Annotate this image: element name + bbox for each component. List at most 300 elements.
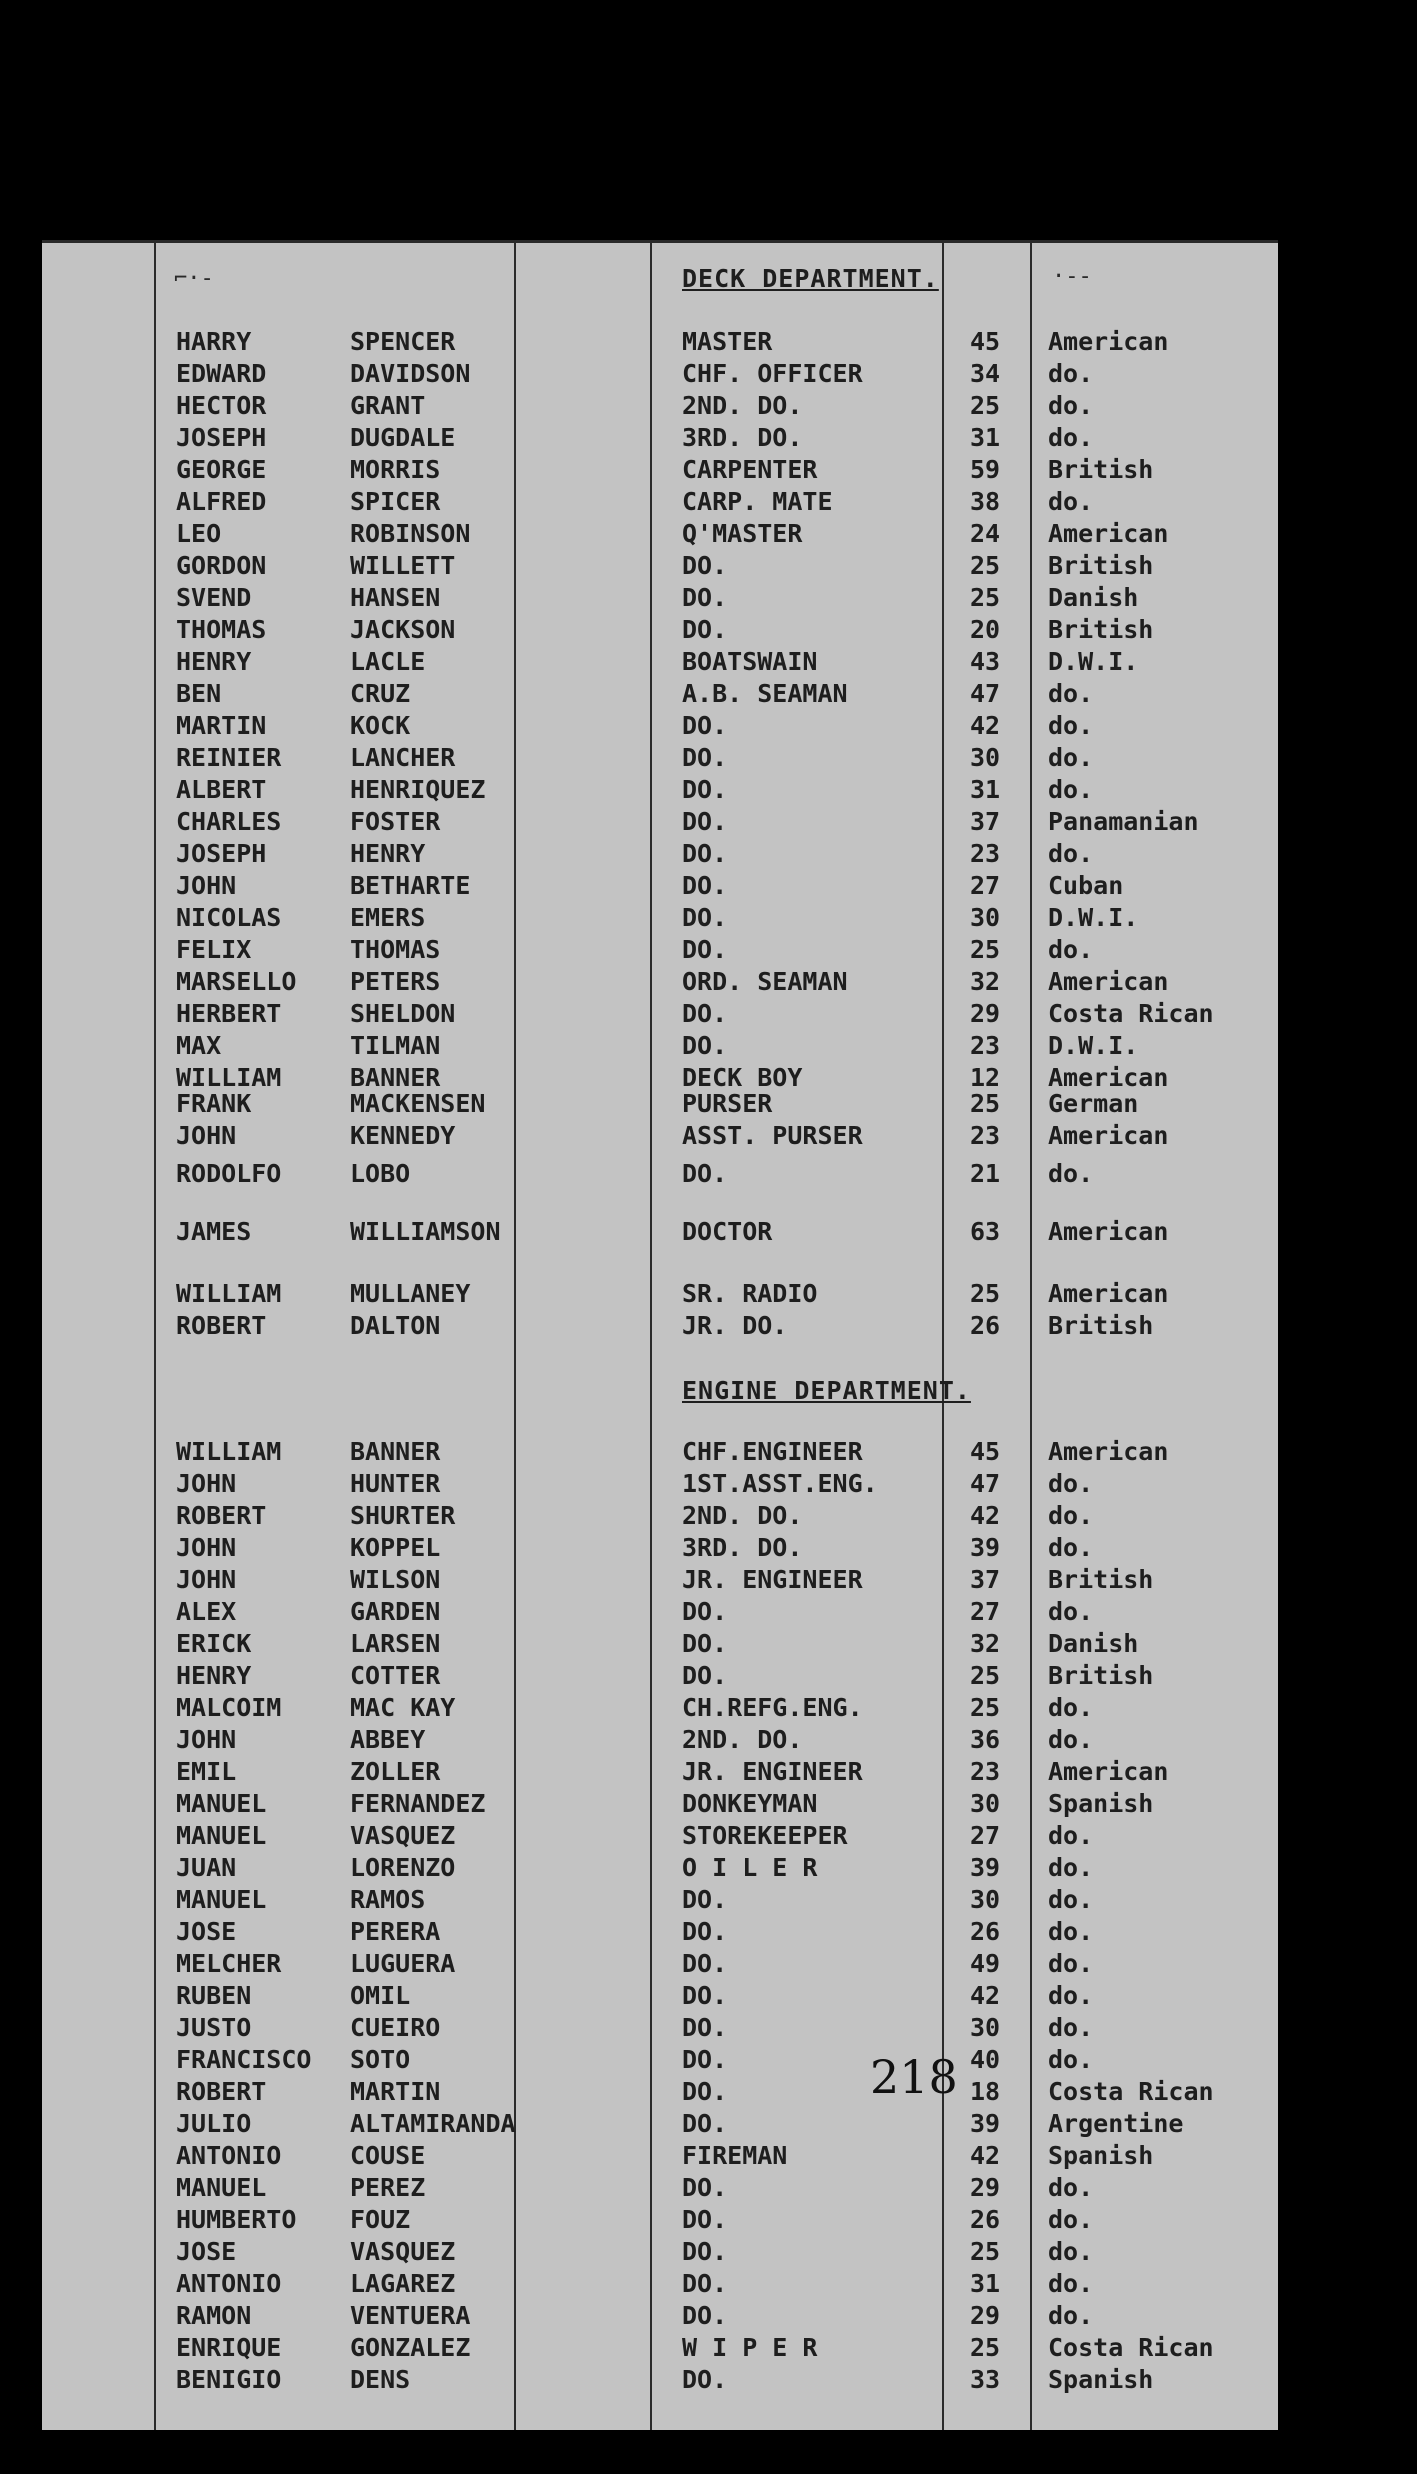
age: 31 [970,423,1001,452]
nationality: do. [1048,1597,1094,1626]
last-name: DALTON [350,1311,441,1340]
nationality: do. [1048,1533,1094,1562]
age: 25 [970,391,1001,420]
nationality: do. [1048,1693,1094,1722]
first-name: HARRY [176,327,252,356]
nationality: do. [1048,743,1094,772]
last-name: VENTUERA [350,2301,471,2330]
nationality: British [1048,1661,1154,1690]
first-name: JOSEPH [176,423,267,452]
rank: W I P E R [682,2333,818,2362]
first-name: RODOLFO [176,1159,282,1188]
first-name: RUBEN [176,1981,252,2010]
nationality: British [1048,551,1154,580]
rank: JR. ENGINEER [682,1757,863,1786]
last-name: LANCHER [350,743,456,772]
nationality: do. [1048,839,1094,868]
age: 27 [970,871,1001,900]
age: 30 [970,1885,1001,1914]
last-name: BANNER [350,1437,441,1466]
nationality: American [1048,967,1169,996]
rank: CH.REFG.ENG. [682,1693,863,1722]
age: 21 [970,1159,1001,1188]
rank: DO. [682,551,728,580]
age: 23 [970,1121,1001,1150]
column-rule-name [514,240,516,2430]
last-name: HENRY [350,839,426,868]
nationality: Spanish [1048,2141,1154,2170]
nationality: Costa Rican [1048,2077,1214,2106]
nationality: American [1048,1217,1169,1246]
engine-department-heading: ENGINE DEPARTMENT. [682,1376,971,1405]
age: 18 [970,2077,1001,2106]
nationality: do. [1048,2013,1094,2042]
nationality: do. [1048,1821,1094,1850]
last-name: DAVIDSON [350,359,471,388]
first-name: ANTONIO [176,2269,282,2298]
age: 49 [970,1949,1001,1978]
nationality: American [1048,1121,1169,1150]
rank: DO. [682,2205,728,2234]
nationality: do. [1048,2237,1094,2266]
age: 38 [970,487,1001,516]
first-name: BEN [176,679,222,708]
rank: DO. [682,1629,728,1658]
nationality: do. [1048,1501,1094,1530]
nationality: do. [1048,2301,1094,2330]
age: 32 [970,967,1001,996]
rank: STOREKEEPER [682,1821,848,1850]
nationality: Costa Rican [1048,2333,1214,2362]
nationality: American [1048,1437,1169,1466]
last-name: LUGUERA [350,1949,456,1978]
last-name: SHELDON [350,999,456,1028]
rank: DO. [682,807,728,836]
rank: 2ND. DO. [682,1725,803,1754]
last-name: MAC KAY [350,1693,456,1722]
age: 25 [970,1661,1001,1690]
first-name: FRANK [176,1089,252,1118]
rank: DO. [682,2269,728,2298]
age: 30 [970,1789,1001,1818]
first-name: MALCOIM [176,1693,282,1722]
rank: CARPENTER [682,455,818,484]
first-name: JOHN [176,1533,237,1562]
last-name: MARTIN [350,2077,441,2106]
nationality: do. [1048,1885,1094,1914]
column-rule-number [154,240,156,2430]
rank: DO. [682,2077,728,2106]
first-name: JOSEPH [176,839,267,868]
first-name: RAMON [176,2301,252,2330]
age: 25 [970,551,1001,580]
nationality: Danish [1048,583,1139,612]
rank: DO. [682,2365,728,2394]
last-name: FERNANDEZ [350,1789,486,1818]
nationality: Costa Rican [1048,999,1214,1028]
nationality: British [1048,615,1154,644]
rank: DO. [682,1949,728,1978]
age: 39 [970,1853,1001,1882]
rank: DO. [682,1885,728,1914]
age: 23 [970,1757,1001,1786]
age: 31 [970,2269,1001,2298]
nationality: American [1048,1279,1169,1308]
age: 63 [970,1217,1001,1246]
rank: DO. [682,1159,728,1188]
nationality: do. [1048,2173,1094,2202]
age: 23 [970,1031,1001,1060]
rank: DO. [682,583,728,612]
last-name: EMERS [350,903,426,932]
last-name: LORENZO [350,1853,456,1882]
nationality: D.W.I. [1048,647,1139,676]
first-name: ROBERT [176,1311,267,1340]
first-name: WILLIAM [176,1063,282,1092]
first-name: HENRY [176,1661,252,1690]
age: 25 [970,2333,1001,2362]
rank: 3RD. DO. [682,1533,803,1562]
rank: DO. [682,2173,728,2202]
first-name: MANUEL [176,1885,267,1914]
first-name: ALFRED [176,487,267,516]
nationality: do. [1048,1725,1094,1754]
rank: DO. [682,1031,728,1060]
age: 27 [970,1597,1001,1626]
age: 47 [970,679,1001,708]
rank: DO. [682,903,728,932]
first-name: JOHN [176,1469,237,1498]
nationality: Panamanian [1048,807,1199,836]
nationality: do. [1048,1159,1094,1188]
first-name: EDWARD [176,359,267,388]
first-name: JOHN [176,1565,237,1594]
last-name: CRUZ [350,679,411,708]
rank: MASTER [682,327,773,356]
rank: A.B. SEAMAN [682,679,848,708]
nationality: do. [1048,1469,1094,1498]
last-name: MULLANEY [350,1279,471,1308]
age: 42 [970,2141,1001,2170]
first-name: FRANCISCO [176,2045,312,2074]
last-name: ZOLLER [350,1757,441,1786]
last-name: BANNER [350,1063,441,1092]
rank: DO. [682,935,728,964]
last-name: DUGDALE [350,423,456,452]
rank: DO. [682,1661,728,1690]
first-name: SVEND [176,583,252,612]
last-name: MORRIS [350,455,441,484]
first-name: JUSTO [176,2013,252,2042]
nationality: American [1048,1063,1169,1092]
rank: DO. [682,2301,728,2330]
first-name: HERBERT [176,999,282,1028]
age: 25 [970,1693,1001,1722]
last-name: COUSE [350,2141,426,2170]
rank: CARP. MATE [682,487,833,516]
age: 30 [970,2013,1001,2042]
pencil-mark: ⌐·- [174,266,214,291]
age: 25 [970,935,1001,964]
age: 26 [970,1311,1001,1340]
rank: ORD. SEAMAN [682,967,848,996]
age: 31 [970,775,1001,804]
first-name: JOHN [176,1725,237,1754]
age: 37 [970,807,1001,836]
pencil-mark: ·-‐ [1052,264,1092,289]
nationality: Cuban [1048,871,1124,900]
last-name: ROBINSON [350,519,471,548]
last-name: GARDEN [350,1597,441,1626]
age: 26 [970,1917,1001,1946]
last-name: SOTO [350,2045,411,2074]
last-name: LAGAREZ [350,2269,456,2298]
last-name: GONZALEZ [350,2333,471,2362]
rank: DONKEYMAN [682,1789,818,1818]
first-name: GORDON [176,551,267,580]
age: 47 [970,1469,1001,1498]
rank: 2ND. DO. [682,1501,803,1530]
rank: DO. [682,1597,728,1626]
rank: DO. [682,2109,728,2138]
nationality: American [1048,519,1169,548]
last-name: WILLETT [350,551,456,580]
rank: DO. [682,1917,728,1946]
last-name: ALTAMIRANDA [350,2109,516,2138]
last-name: SPICER [350,487,441,516]
last-name: GRANT [350,391,426,420]
first-name: THOMAS [176,615,267,644]
rank: DO. [682,615,728,644]
last-name: FOSTER [350,807,441,836]
nationality: Spanish [1048,1789,1154,1818]
first-name: ANTONIO [176,2141,282,2170]
column-rule-age [1030,240,1032,2430]
age: 25 [970,2237,1001,2266]
nationality: do. [1048,423,1094,452]
nationality: Argentine [1048,2109,1184,2138]
rank: 2ND. DO. [682,391,803,420]
first-name: HENRY [176,647,252,676]
rank: DO. [682,711,728,740]
nationality: do. [1048,487,1094,516]
last-name: TILMAN [350,1031,441,1060]
nationality: do. [1048,2205,1094,2234]
age: 42 [970,1501,1001,1530]
first-name: GEORGE [176,455,267,484]
last-name: VASQUEZ [350,1821,456,1850]
first-name: MELCHER [176,1949,282,1978]
rank: JR. DO. [682,1311,788,1340]
nationality: British [1048,1565,1154,1594]
first-name: JOSE [176,2237,237,2266]
rank: CHF. OFFICER [682,359,863,388]
first-name: JULIO [176,2109,252,2138]
rank: DO. [682,999,728,1028]
first-name: ALEX [176,1597,237,1626]
nationality: German [1048,1089,1139,1118]
age: 30 [970,903,1001,932]
age: 25 [970,1089,1001,1118]
rank: 1ST.ASST.ENG. [682,1469,878,1498]
nationality: American [1048,327,1169,356]
rank: DO. [682,743,728,772]
first-name: FELIX [176,935,252,964]
first-name: MARSELLO [176,967,297,996]
first-name: HUMBERTO [176,2205,297,2234]
last-name: THOMAS [350,935,441,964]
age: 37 [970,1565,1001,1594]
nationality: Spanish [1048,2365,1154,2394]
first-name: WILLIAM [176,1279,282,1308]
age: 39 [970,1533,1001,1562]
nationality: do. [1048,679,1094,708]
last-name: CUEIRO [350,2013,441,2042]
age: 23 [970,839,1001,868]
first-name: EMIL [176,1757,237,1786]
deck-department-heading: DECK DEPARTMENT. [682,264,939,293]
nationality: do. [1048,2045,1094,2074]
age: 29 [970,2173,1001,2202]
first-name: ROBERT [176,2077,267,2106]
last-name: KOCK [350,711,411,740]
rank: DO. [682,2237,728,2266]
age: 59 [970,455,1001,484]
last-name: PETERS [350,967,441,996]
last-name: LACLE [350,647,426,676]
rank: DOCTOR [682,1217,773,1246]
last-name: DENS [350,2365,411,2394]
last-name: LARSEN [350,1629,441,1658]
last-name: LOBO [350,1159,411,1188]
age: 39 [970,2109,1001,2138]
first-name: MARTIN [176,711,267,740]
age: 26 [970,2205,1001,2234]
crew-list-sheet [42,240,1278,2430]
rank: Q'MASTER [682,519,803,548]
nationality: do. [1048,1917,1094,1946]
rank: O I L E R [682,1853,818,1882]
rank: DO. [682,2045,728,2074]
last-name: WILLIAMSON [350,1217,501,1246]
nationality: do. [1048,775,1094,804]
rank: SR. RADIO [682,1279,818,1308]
nationality: British [1048,1311,1154,1340]
rank: FIREMAN [682,2141,788,2170]
first-name: ALBERT [176,775,267,804]
last-name: WILSON [350,1565,441,1594]
top-rule [42,240,1278,243]
last-name: MACKENSEN [350,1089,486,1118]
first-name: JOHN [176,1121,237,1150]
last-name: OMIL [350,1981,411,2010]
rank: BOATSWAIN [682,647,818,676]
last-name: ABBEY [350,1725,426,1754]
first-name: JUAN [176,1853,237,1882]
age: 33 [970,2365,1001,2394]
nationality: D.W.I. [1048,1031,1139,1060]
first-name: JOHN [176,871,237,900]
nationality: British [1048,455,1154,484]
age: 24 [970,519,1001,548]
age: 29 [970,2301,1001,2330]
column-rule-wage [650,240,652,2430]
last-name: HENRIQUEZ [350,775,486,804]
age: 45 [970,1437,1001,1466]
last-name: JACKSON [350,615,456,644]
rank: DO. [682,871,728,900]
rank: DO. [682,775,728,804]
nationality: D.W.I. [1048,903,1139,932]
nationality: do. [1048,935,1094,964]
rank: DO. [682,1981,728,2010]
age: 42 [970,1981,1001,2010]
first-name: HECTOR [176,391,267,420]
first-name: MANUEL [176,2173,267,2202]
first-name: BENIGIO [176,2365,282,2394]
nationality: do. [1048,1981,1094,2010]
first-name: CHARLES [176,807,282,836]
first-name: ENRIQUE [176,2333,282,2362]
first-name: JAMES [176,1217,252,1246]
rank: 3RD. DO. [682,423,803,452]
age: 32 [970,1629,1001,1658]
first-name: JOSE [176,1917,237,1946]
first-name: NICOLAS [176,903,282,932]
age: 12 [970,1063,1001,1092]
rank: DO. [682,2013,728,2042]
last-name: PERERA [350,1917,441,1946]
first-name: ROBERT [176,1501,267,1530]
first-name: REINIER [176,743,282,772]
age: 45 [970,327,1001,356]
age: 20 [970,615,1001,644]
rank: JR. ENGINEER [682,1565,863,1594]
page-number-stamp: 218 [870,2050,958,2104]
last-name: HANSEN [350,583,441,612]
rank: ASST. PURSER [682,1121,863,1150]
first-name: MANUEL [176,1821,267,1850]
last-name: HUNTER [350,1469,441,1498]
rank: DECK BOY [682,1063,803,1092]
age: 34 [970,359,1001,388]
first-name: ERICK [176,1629,252,1658]
age: 43 [970,647,1001,676]
age: 27 [970,1821,1001,1850]
nationality: do. [1048,2269,1094,2298]
first-name: MANUEL [176,1789,267,1818]
last-name: BETHARTE [350,871,471,900]
first-name: LEO [176,519,222,548]
nationality: do. [1048,359,1094,388]
age: 29 [970,999,1001,1028]
nationality: do. [1048,1853,1094,1882]
first-name: MAX [176,1031,222,1060]
age: 42 [970,711,1001,740]
age: 40 [970,2045,1001,2074]
nationality: do. [1048,711,1094,740]
last-name: COTTER [350,1661,441,1690]
nationality: American [1048,1757,1169,1786]
last-name: KENNEDY [350,1121,456,1150]
last-name: SPENCER [350,327,456,356]
last-name: SHURTER [350,1501,456,1530]
first-name: WILLIAM [176,1437,282,1466]
age: 30 [970,743,1001,772]
last-name: FOUZ [350,2205,411,2234]
nationality: Danish [1048,1629,1139,1658]
last-name: RAMOS [350,1885,426,1914]
